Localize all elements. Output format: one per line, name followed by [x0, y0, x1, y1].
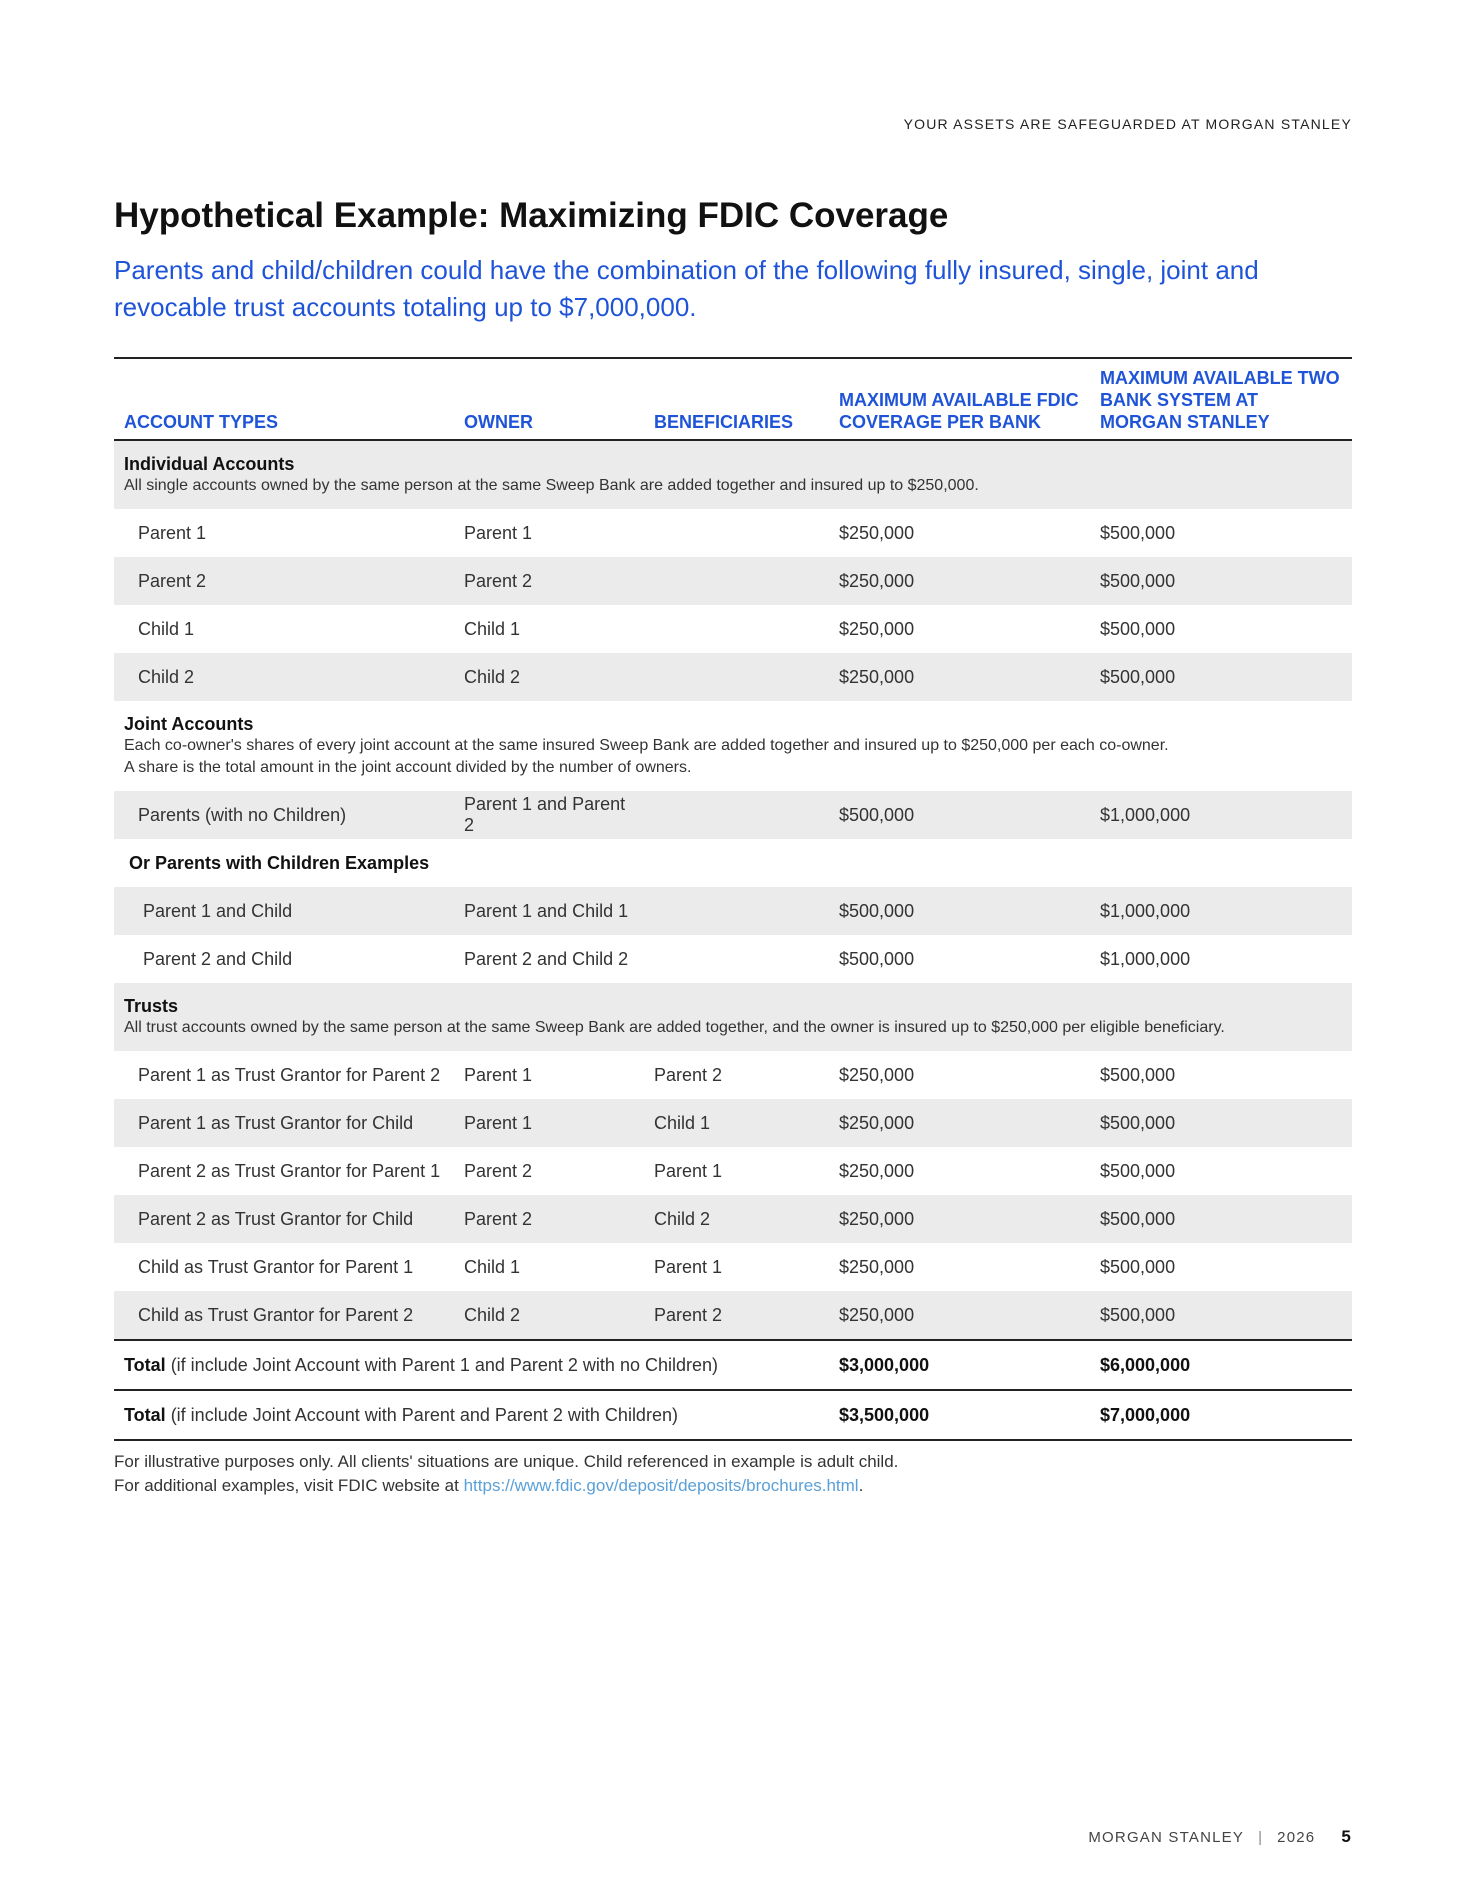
col-header-max-per-bank: MAXIMUM AVAILABLE FDIC COVERAGE PER BANK	[829, 358, 1090, 440]
cell-owner: Child 1	[464, 1256, 521, 1277]
cell-owner: Parent 1	[454, 1099, 644, 1147]
total-max-per-bank	[829, 1390, 1090, 1440]
total-two-bank-value: $7,000,000	[1100, 1404, 1191, 1425]
cell-max-two-bank: $500,000	[1090, 653, 1352, 701]
footnote	[114, 1450, 1352, 1498]
footer-brand: MORGAN STANLEY	[1088, 1829, 1245, 1846]
cell-owner: Parent 1 and Parent 2	[454, 791, 644, 839]
cell-max-two-bank: $500,000	[1090, 1291, 1352, 1340]
cell-owner: Child 1	[464, 618, 521, 639]
cell-max-per-bank: $250,000	[829, 653, 1090, 701]
table-row	[114, 605, 1352, 653]
cell-beneficiaries	[644, 509, 829, 557]
section-cell	[114, 701, 1352, 791]
total-label-cell	[114, 1340, 829, 1390]
cell-max-two-bank: $1,000,000	[1090, 791, 1352, 839]
cell-owner: Parent 2	[454, 1195, 644, 1243]
page-number: 5	[1341, 1827, 1352, 1846]
cell-beneficiaries	[644, 605, 829, 653]
cell-account-type: Parent 2 and Child	[143, 948, 293, 969]
cell-max-per-bank: $250,000	[839, 1256, 915, 1277]
total-max-two-bank	[1090, 1340, 1352, 1390]
cell-max-per-bank: $250,000	[829, 1099, 1090, 1147]
cell-max-per-bank: $500,000	[829, 887, 1090, 935]
page-subtitle: Parents and child/children could have the combination of the following fully insured, single, joint and revocable trust accounts totaling up to $7,000,000.	[114, 255, 1259, 322]
cell-beneficiaries	[644, 935, 829, 983]
cell-owner: Parent 2	[454, 557, 644, 605]
cell-account-type: Parent 2 as Trust Grantor for Parent 1	[138, 1160, 441, 1181]
cell-max-two-bank: $500,000	[1100, 1256, 1176, 1277]
col-header-account-types: ACCOUNT TYPES	[114, 358, 454, 440]
total-row	[114, 1340, 1352, 1390]
table-row	[114, 1099, 1352, 1147]
cell-max-per-bank: $250,000	[839, 1064, 915, 1085]
total-max-per-bank	[829, 1340, 1090, 1390]
total-row	[114, 1390, 1352, 1440]
cell-account-type: Parent 2	[114, 557, 454, 605]
total-two-bank-value: $6,000,000	[1100, 1354, 1191, 1375]
cell-beneficiaries: Child 2	[644, 1195, 829, 1243]
cell-max-two-bank: $500,000	[1090, 1195, 1352, 1243]
total-note: (if include Joint Account with Parent and Parent 2 with Children)	[170, 1404, 678, 1425]
cell-beneficiaries	[644, 887, 829, 935]
cell-account-type: Child 1	[138, 618, 195, 639]
col-header-owner: OWNER	[454, 358, 644, 440]
cell-max-per-bank: $250,000	[829, 1291, 1090, 1340]
cell-beneficiaries: Parent 2	[644, 1291, 829, 1340]
total-label: Total	[124, 1404, 166, 1425]
cell-account-type: Parents (with no Children)	[114, 791, 454, 839]
cell-owner: Parent 2 and Child 2	[464, 948, 629, 969]
table-row	[114, 1243, 1352, 1291]
cell-max-two-bank: $500,000	[1100, 618, 1176, 639]
cell-beneficiaries	[644, 653, 829, 701]
cell-owner: Child 2	[454, 1291, 644, 1340]
cell-account-type: Child 2	[114, 653, 454, 701]
page-footer	[1088, 1827, 1352, 1847]
cell-beneficiaries	[644, 791, 829, 839]
table-row	[114, 653, 1352, 701]
cell-max-per-bank: $250,000	[829, 557, 1090, 605]
cell-max-per-bank: $250,000	[829, 1195, 1090, 1243]
cell-max-two-bank: $1,000,000	[1100, 948, 1191, 969]
cell-max-two-bank: $500,000	[1100, 1064, 1176, 1085]
cell-account-type: Child as Trust Grantor for Parent 1	[138, 1256, 414, 1277]
total-per-bank-value: $3,500,000	[839, 1404, 930, 1425]
cell-max-per-bank: $500,000	[829, 791, 1090, 839]
section-description: Each co-owner's shares of every joint account at the same insured Sweep Bank are added together and insured up to $250,000 per each co-owner.	[124, 737, 1169, 754]
cell-max-two-bank: $1,000,000	[1090, 887, 1352, 935]
cell-account-type: Parent 1 and Child	[114, 887, 454, 935]
section-heading: Joint Accounts	[124, 714, 254, 734]
total-label-cell	[114, 1390, 829, 1440]
table-row	[114, 1195, 1352, 1243]
section-individual	[114, 440, 1352, 509]
cell-beneficiaries: Child 1	[644, 1099, 829, 1147]
cell-max-two-bank: $500,000	[1100, 522, 1176, 543]
cell-max-per-bank: $250,000	[839, 618, 915, 639]
table-header-row	[114, 358, 1352, 440]
subsection-heading: Or Parents with Children Examples	[129, 852, 430, 873]
col-header-beneficiaries: BENEFICIARIES	[644, 358, 829, 440]
cell-max-two-bank: $500,000	[1100, 1160, 1176, 1181]
header-tag: YOUR ASSETS ARE SAFEGUARDED AT MORGAN STANLEY	[903, 116, 1352, 132]
table-row	[114, 1291, 1352, 1340]
section-description: All single accounts owned by the same person at the same Sweep Bank are added together and insured up to $250,000.	[124, 477, 979, 494]
cell-max-per-bank: $250,000	[839, 1160, 915, 1181]
cell-max-two-bank: $500,000	[1090, 1099, 1352, 1147]
cell-max-per-bank: $250,000	[839, 522, 915, 543]
total-per-bank-value: $3,000,000	[839, 1354, 930, 1375]
section-heading: Trusts	[124, 996, 179, 1016]
footnote-line-2	[114, 1474, 1352, 1498]
footer-separator: |	[1258, 1829, 1264, 1846]
col-header-max-two-bank: MAXIMUM AVAILABLE TWO BANK SYSTEM AT MORGAN STANLEY	[1090, 358, 1352, 440]
subsection-row	[114, 839, 1352, 887]
table-row	[114, 509, 1352, 557]
cell-beneficiaries: Parent 1	[654, 1256, 723, 1277]
section-description: A share is the total amount in the joint account divided by the number of owners.	[124, 759, 692, 776]
cell-account-type: Parent 1 as Trust Grantor for Child	[114, 1099, 454, 1147]
table-row	[114, 791, 1352, 839]
cell-owner: Parent 1 and Child 1	[454, 887, 644, 935]
table-row	[114, 935, 1352, 983]
cell-account-type: Child as Trust Grantor for Parent 2	[114, 1291, 454, 1340]
footer-year: 2026	[1277, 1829, 1316, 1846]
coverage-table	[114, 357, 1352, 1441]
footnote-suffix: .	[858, 1476, 864, 1495]
cell-owner: Parent 1	[464, 522, 533, 543]
table-row	[114, 1051, 1352, 1099]
cell-owner: Parent 1	[464, 1064, 533, 1085]
fdic-link[interactable]: https://www.fdic.gov/deposit/deposits/brochures.html	[463, 1476, 859, 1495]
section-trusts	[114, 983, 1352, 1051]
cell-beneficiaries	[644, 557, 829, 605]
cell-beneficiaries: Parent 1	[654, 1160, 723, 1181]
total-note: (if include Joint Account with Parent 1 and Parent 2 with no Children)	[170, 1354, 718, 1375]
total-max-two-bank	[1090, 1390, 1352, 1440]
section-heading: Individual Accounts	[124, 454, 295, 474]
footnote-line-1: For illustrative purposes only. All clients' situations are unique. Child referenced in example is adult child.	[114, 1452, 899, 1471]
table-row	[114, 1147, 1352, 1195]
cell-account-type: Parent 2 as Trust Grantor for Child	[114, 1195, 454, 1243]
cell-max-two-bank: $500,000	[1090, 557, 1352, 605]
table-row	[114, 557, 1352, 605]
section-joint	[114, 701, 1352, 791]
page-title: Hypothetical Example: Maximizing FDIC Coverage	[114, 196, 949, 235]
cell-owner: Parent 2	[464, 1160, 533, 1181]
section-cell	[114, 983, 1352, 1051]
table-row	[114, 887, 1352, 935]
section-cell	[114, 440, 1352, 509]
cell-owner: Child 2	[454, 653, 644, 701]
section-description: All trust accounts owned by the same person at the same Sweep Bank are added together, and the owner is insured up to $250,000 per eligible beneficiary.	[124, 1019, 1225, 1036]
cell-max-per-bank: $500,000	[839, 948, 915, 969]
cell-account-type: Parent 1 as Trust Grantor for Parent 2	[138, 1064, 441, 1085]
cell-beneficiaries: Parent 2	[654, 1064, 723, 1085]
cell-account-type: Parent 1	[138, 522, 207, 543]
footnote-prefix: For additional examples, visit FDIC website at	[114, 1476, 464, 1495]
total-label: Total	[124, 1354, 166, 1375]
